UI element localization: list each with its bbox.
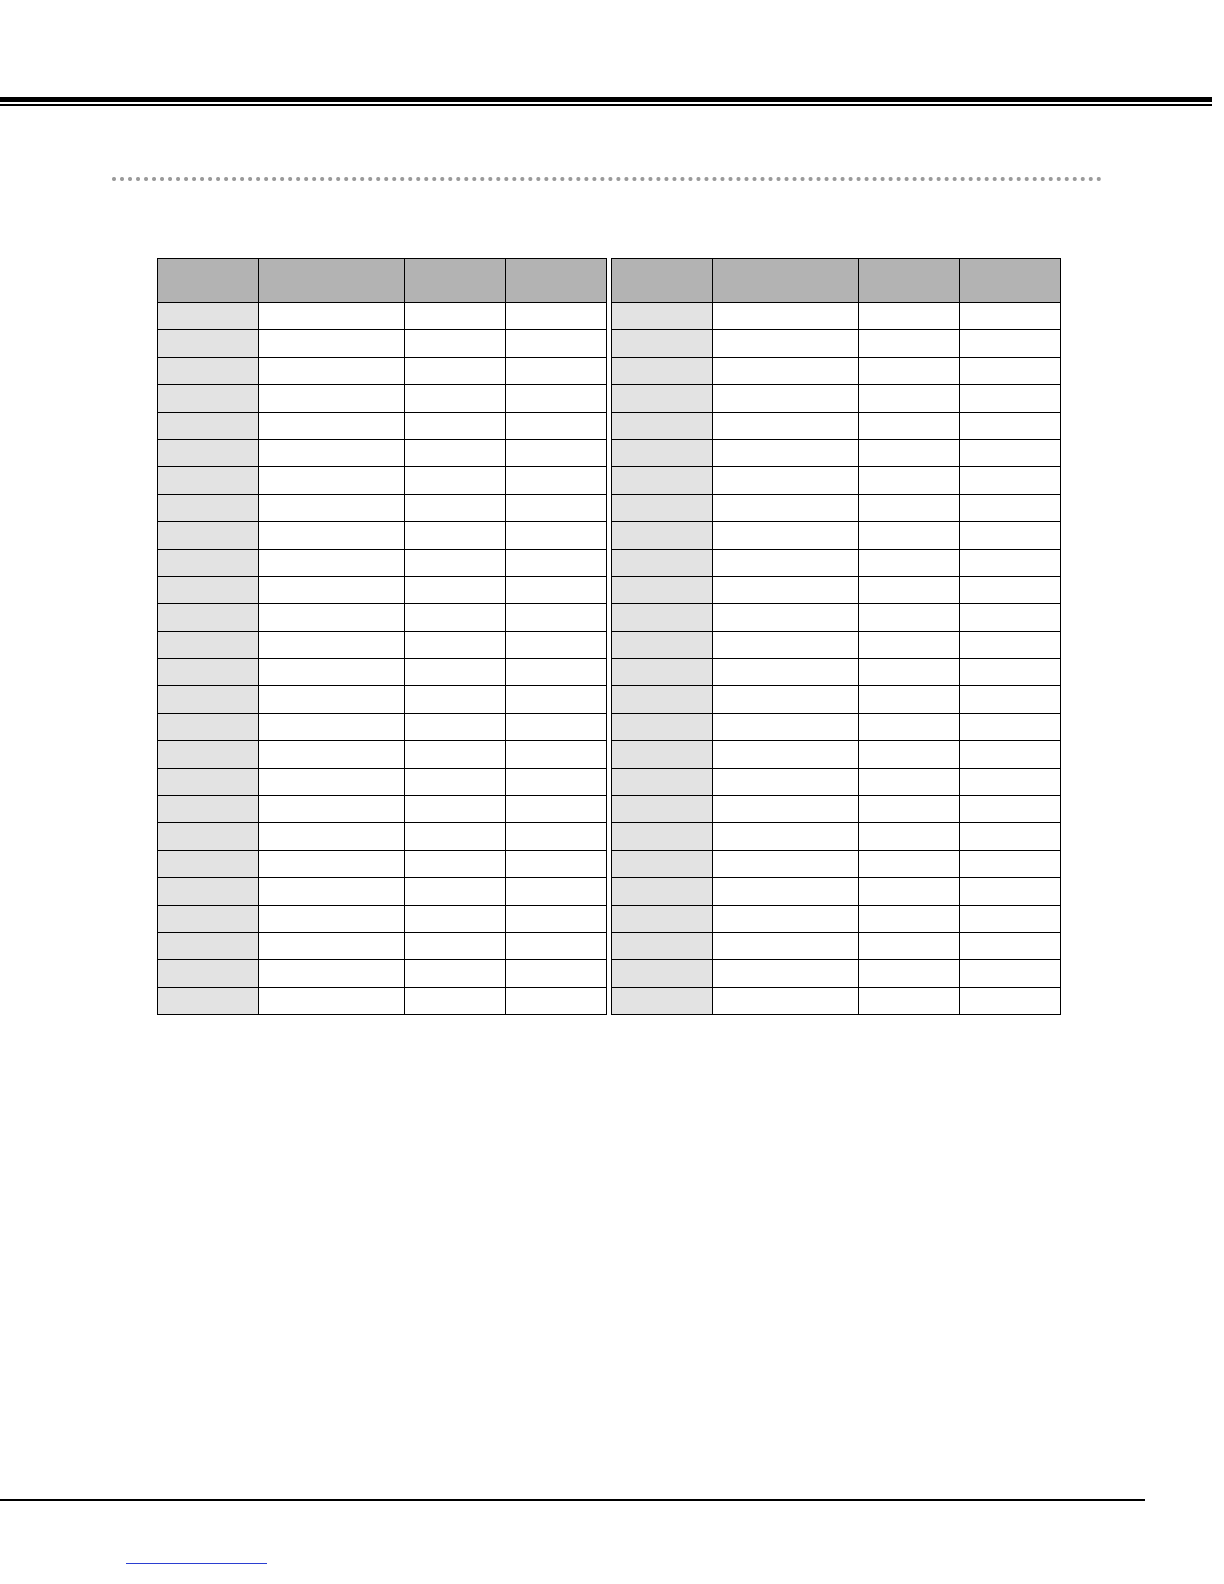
table-cell: [713, 303, 859, 330]
table-cell: [405, 549, 506, 576]
table-cell: [859, 357, 960, 384]
table-cell: [506, 823, 607, 850]
table-cell: [960, 467, 1061, 494]
table-cell: [960, 878, 1061, 905]
table-cell: [405, 330, 506, 357]
table-cell: [713, 576, 859, 603]
table-cell: [506, 768, 607, 795]
row-key-cell: [612, 686, 713, 713]
table-cell: [960, 439, 1061, 466]
table-cell: [259, 905, 405, 932]
table-row: [158, 713, 607, 740]
column-header: [259, 259, 405, 303]
column-header: [612, 259, 713, 303]
table-row: [612, 494, 1061, 521]
row-key-cell: [158, 604, 259, 631]
table-cell: [405, 686, 506, 713]
table-row: [612, 467, 1061, 494]
table-cell: [859, 796, 960, 823]
row-key-cell: [158, 439, 259, 466]
table-row: [158, 987, 607, 1014]
header-rule-thick: [0, 97, 1212, 102]
table-cell: [405, 960, 506, 987]
table-cell: [713, 357, 859, 384]
table-cell: [405, 741, 506, 768]
table-row: [612, 686, 1061, 713]
table-cell: [960, 850, 1061, 877]
table-row: [158, 823, 607, 850]
row-key-cell: [612, 494, 713, 521]
row-key-cell: [158, 330, 259, 357]
table-row: [158, 768, 607, 795]
table-cell: [405, 905, 506, 932]
table-cell: [713, 796, 859, 823]
table-row: [158, 878, 607, 905]
table-row: [158, 960, 607, 987]
table-cell: [259, 385, 405, 412]
table-row: [158, 549, 607, 576]
table-row: [612, 439, 1061, 466]
table-row: [612, 878, 1061, 905]
table-cell: [713, 686, 859, 713]
row-key-cell: [158, 960, 259, 987]
table-cell: [259, 631, 405, 658]
table-row: [158, 741, 607, 768]
table-cell: [405, 385, 506, 412]
table-cell: [713, 467, 859, 494]
row-key-cell: [158, 905, 259, 932]
table-row: [612, 385, 1061, 412]
table-cell: [259, 439, 405, 466]
table-cell: [506, 357, 607, 384]
table-cell: [259, 850, 405, 877]
table-cell: [960, 823, 1061, 850]
table-cell: [859, 659, 960, 686]
table-cell: [859, 960, 960, 987]
table-cell: [859, 549, 960, 576]
table-row: [158, 686, 607, 713]
table-cell: [259, 576, 405, 603]
table-row: [158, 850, 607, 877]
table-cell: [713, 960, 859, 987]
row-key-cell: [612, 549, 713, 576]
row-key-cell: [158, 741, 259, 768]
table-cell: [405, 303, 506, 330]
table-cell: [960, 932, 1061, 959]
row-key-cell: [158, 932, 259, 959]
row-key-cell: [158, 357, 259, 384]
table-cell: [506, 439, 607, 466]
row-key-cell: [158, 467, 259, 494]
table-header-row: [158, 259, 607, 303]
table-header-row: [612, 259, 1061, 303]
table-cell: [859, 494, 960, 521]
table-cell: [713, 741, 859, 768]
table-cell: [713, 412, 859, 439]
table-cell: [259, 987, 405, 1014]
table-cell: [859, 932, 960, 959]
table-cell: [405, 659, 506, 686]
table-cell: [405, 796, 506, 823]
table-cell: [506, 385, 607, 412]
table-cell: [405, 467, 506, 494]
table-cell: [506, 631, 607, 658]
table-cell: [960, 357, 1061, 384]
row-key-cell: [612, 932, 713, 959]
table-cell: [259, 659, 405, 686]
table-cell: [859, 823, 960, 850]
row-key-cell: [612, 768, 713, 795]
header-rule-thin: [0, 104, 1212, 106]
table-cell: [405, 494, 506, 521]
row-key-cell: [612, 741, 713, 768]
table-cell: [859, 713, 960, 740]
table-row: [612, 412, 1061, 439]
table-row: [612, 905, 1061, 932]
table-cell: [506, 549, 607, 576]
table-row: [612, 768, 1061, 795]
table-row: [158, 385, 607, 412]
table-cell: [713, 549, 859, 576]
table-row: [158, 303, 607, 330]
table-left-group: [157, 258, 607, 1015]
table-cell: [506, 659, 607, 686]
table-cell: [405, 932, 506, 959]
table-cell: [259, 412, 405, 439]
table-cell: [713, 659, 859, 686]
table-cell: [713, 932, 859, 959]
table-cell: [859, 741, 960, 768]
table-cell: [960, 385, 1061, 412]
row-key-cell: [158, 850, 259, 877]
table-row: [612, 741, 1061, 768]
table-cell: [506, 713, 607, 740]
table-cell: [713, 494, 859, 521]
table-cell: [259, 303, 405, 330]
table-cell: [859, 850, 960, 877]
table-row: [612, 330, 1061, 357]
table-cell: [259, 768, 405, 795]
table-cell: [713, 987, 859, 1014]
column-header: [405, 259, 506, 303]
table-cell: [859, 905, 960, 932]
column-header: [960, 259, 1061, 303]
column-header: [713, 259, 859, 303]
row-key-cell: [612, 823, 713, 850]
table-cell: [713, 768, 859, 795]
table-row: [158, 467, 607, 494]
table-cell: [405, 823, 506, 850]
table-row: [158, 330, 607, 357]
table-cell: [859, 686, 960, 713]
table-cell: [960, 604, 1061, 631]
table-cell: [506, 741, 607, 768]
table-row: [612, 850, 1061, 877]
table-row: [158, 412, 607, 439]
table-cell: [713, 905, 859, 932]
table-row: [158, 932, 607, 959]
table-cell: [259, 549, 405, 576]
table-row: [612, 604, 1061, 631]
row-key-cell: [158, 576, 259, 603]
table-row: [612, 960, 1061, 987]
table-row: [158, 576, 607, 603]
table-cell: [506, 330, 607, 357]
table-cell: [506, 412, 607, 439]
table-cell: [960, 741, 1061, 768]
table-cell: [859, 576, 960, 603]
table-cell: [859, 987, 960, 1014]
table-cell: [960, 905, 1061, 932]
row-key-cell: [612, 604, 713, 631]
table-cell: [859, 330, 960, 357]
row-key-cell: [612, 357, 713, 384]
footer-link[interactable]: [126, 1549, 267, 1564]
table-cell: [405, 878, 506, 905]
table-cell: [506, 686, 607, 713]
table-cell: [259, 823, 405, 850]
table-cell: [259, 522, 405, 549]
table-cell: [259, 604, 405, 631]
table-cell: [259, 467, 405, 494]
row-key-cell: [612, 439, 713, 466]
row-key-cell: [158, 659, 259, 686]
row-key-cell: [158, 303, 259, 330]
row-key-cell: [612, 987, 713, 1014]
table-row: [612, 987, 1061, 1014]
table-cell: [506, 850, 607, 877]
table-row: [612, 823, 1061, 850]
table-cell: [259, 357, 405, 384]
table-row: [612, 357, 1061, 384]
row-key-cell: [612, 303, 713, 330]
table-row: [158, 796, 607, 823]
table-cell: [960, 713, 1061, 740]
table-cell: [960, 796, 1061, 823]
table-cell: [259, 686, 405, 713]
table-cell: [960, 494, 1061, 521]
table-cell: [713, 850, 859, 877]
table-row: [158, 905, 607, 932]
table-cell: [960, 522, 1061, 549]
table-cell: [259, 494, 405, 521]
table-cell: [405, 850, 506, 877]
table-row: [612, 631, 1061, 658]
row-key-cell: [612, 796, 713, 823]
row-key-cell: [158, 878, 259, 905]
table-cell: [960, 987, 1061, 1014]
table-cell: [506, 987, 607, 1014]
data-table: [157, 258, 1061, 1033]
table-cell: [405, 412, 506, 439]
table-cell: [259, 741, 405, 768]
column-header: [506, 259, 607, 303]
table-cell: [859, 439, 960, 466]
row-key-cell: [158, 522, 259, 549]
table-right-group: [611, 258, 1061, 1015]
table-cell: [960, 303, 1061, 330]
table-cell: [506, 522, 607, 549]
table-cell: [506, 960, 607, 987]
row-key-cell: [612, 960, 713, 987]
row-key-cell: [158, 768, 259, 795]
row-key-cell: [612, 878, 713, 905]
table-cell: [713, 330, 859, 357]
table-row: [158, 522, 607, 549]
table-cell: [405, 631, 506, 658]
table-cell: [713, 604, 859, 631]
table-cell: [405, 576, 506, 603]
table-cell: [859, 631, 960, 658]
table-cell: [859, 522, 960, 549]
table-row: [158, 439, 607, 466]
table-row: [612, 659, 1061, 686]
row-key-cell: [158, 796, 259, 823]
table-cell: [259, 330, 405, 357]
table-cell: [960, 686, 1061, 713]
table-cell: [859, 768, 960, 795]
table-cell: [960, 960, 1061, 987]
row-key-cell: [158, 412, 259, 439]
table-cell: [405, 439, 506, 466]
table-cell: [506, 878, 607, 905]
table-cell: [960, 576, 1061, 603]
table-row: [612, 522, 1061, 549]
table-cell: [506, 796, 607, 823]
table-cell: [405, 987, 506, 1014]
row-key-cell: [158, 494, 259, 521]
table-cell: [713, 631, 859, 658]
table-cell: [405, 604, 506, 631]
row-key-cell: [612, 631, 713, 658]
table-row: [612, 303, 1061, 330]
table-cell: [713, 878, 859, 905]
table-row: [158, 659, 607, 686]
table-cell: [506, 576, 607, 603]
table-row: [158, 631, 607, 658]
section-divider: [112, 177, 1102, 181]
table-cell: [713, 385, 859, 412]
table-cell: [506, 604, 607, 631]
table-cell: [859, 467, 960, 494]
table-cell: [960, 659, 1061, 686]
footer-rule: [0, 1499, 1145, 1501]
table-cell: [506, 303, 607, 330]
row-key-cell: [612, 330, 713, 357]
row-key-cell: [612, 850, 713, 877]
row-key-cell: [158, 823, 259, 850]
row-key-cell: [158, 686, 259, 713]
table-cell: [859, 385, 960, 412]
table-cell: [405, 768, 506, 795]
table-cell: [405, 522, 506, 549]
table-row: [158, 604, 607, 631]
table-cell: [259, 960, 405, 987]
row-key-cell: [158, 713, 259, 740]
table-cell: [960, 412, 1061, 439]
table-row: [612, 576, 1061, 603]
table-row: [158, 494, 607, 521]
column-header: [859, 259, 960, 303]
table-row: [612, 549, 1061, 576]
row-key-cell: [612, 905, 713, 932]
table-cell: [713, 439, 859, 466]
table-cell: [859, 412, 960, 439]
table-cell: [506, 905, 607, 932]
table-cell: [859, 303, 960, 330]
table-cell: [259, 932, 405, 959]
table-cell: [713, 713, 859, 740]
table-cell: [960, 549, 1061, 576]
row-key-cell: [158, 631, 259, 658]
table-cell: [405, 713, 506, 740]
row-key-cell: [612, 522, 713, 549]
row-key-cell: [612, 385, 713, 412]
table-row: [612, 713, 1061, 740]
table-cell: [859, 604, 960, 631]
row-key-cell: [612, 659, 713, 686]
row-key-cell: [158, 987, 259, 1014]
table-row: [612, 796, 1061, 823]
table-cell: [713, 823, 859, 850]
table-cell: [259, 878, 405, 905]
table-cell: [960, 330, 1061, 357]
row-key-cell: [612, 576, 713, 603]
table-cell: [506, 932, 607, 959]
row-key-cell: [158, 385, 259, 412]
table-row: [612, 932, 1061, 959]
row-key-cell: [612, 467, 713, 494]
column-header: [158, 259, 259, 303]
table-cell: [259, 713, 405, 740]
table-cell: [506, 494, 607, 521]
table-row: [158, 357, 607, 384]
table-cell: [259, 796, 405, 823]
table-cell: [960, 631, 1061, 658]
table-cell: [506, 467, 607, 494]
table-cell: [405, 357, 506, 384]
row-key-cell: [612, 412, 713, 439]
row-key-cell: [612, 713, 713, 740]
table-cell: [960, 768, 1061, 795]
row-key-cell: [158, 549, 259, 576]
table-cell: [713, 522, 859, 549]
table-cell: [859, 878, 960, 905]
